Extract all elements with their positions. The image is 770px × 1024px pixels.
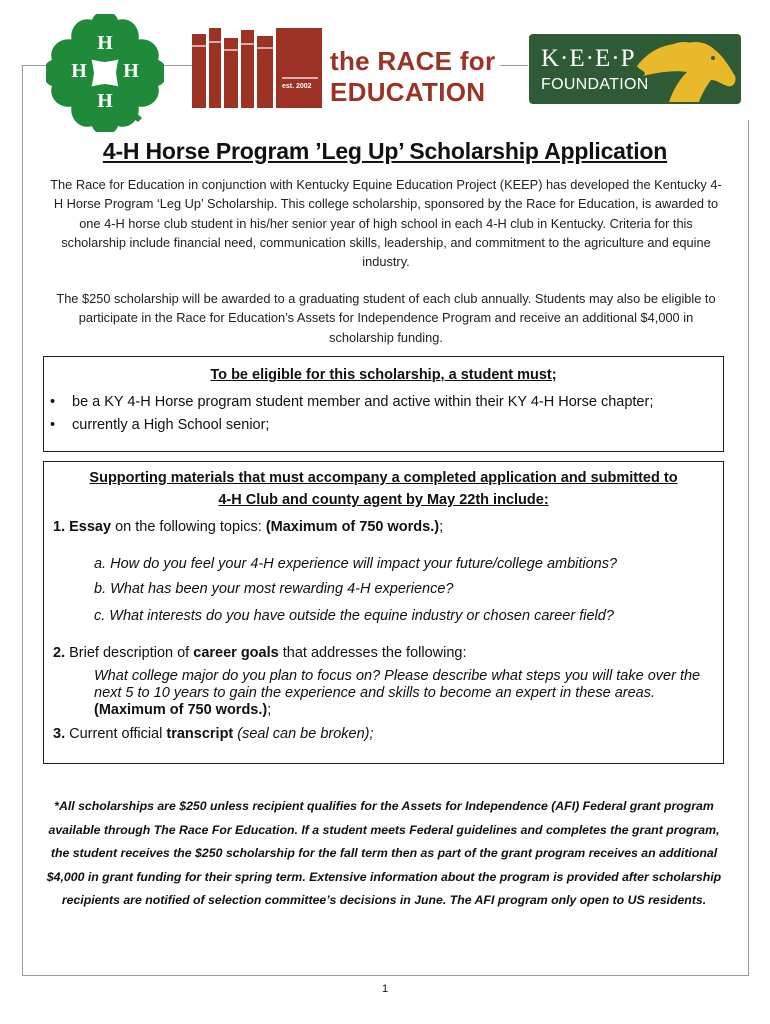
essay-text: on the following topics: bbox=[111, 519, 266, 535]
supporting-materials-box bbox=[43, 461, 724, 764]
scholarship-amount-paragraph: The $250 scholarship will be awarded to a graduating student of each club annually. Students may also be eligible to participate in the Race for Education’s Assets for Independence Program and receive an additional $4,000 in scholarship funding. bbox=[56, 291, 716, 345]
race-logo-text bbox=[330, 46, 495, 108]
four-h-clover-logo bbox=[46, 14, 164, 132]
eligibility-box bbox=[43, 356, 724, 452]
career-prefix: Brief description of bbox=[65, 645, 194, 661]
books-icon bbox=[192, 28, 324, 108]
race-est-label: est. 2002 bbox=[282, 83, 312, 90]
career-end: ; bbox=[267, 702, 272, 718]
essay-topic-a: a. How do you feel your 4-H experience will impact your future/college ambitions? bbox=[94, 556, 618, 572]
career-goals-requirement bbox=[53, 645, 467, 661]
keep-foundation-logo bbox=[529, 34, 741, 104]
race-logo-line2: EDUCATION bbox=[330, 77, 486, 107]
transcript-note: (seal can be broken); bbox=[233, 726, 374, 742]
eligibility-heading: To be eligible for this scholarship, a student must; bbox=[210, 367, 557, 383]
career-label: career goals bbox=[193, 645, 279, 661]
essay-label: Essay bbox=[69, 519, 112, 535]
transcript-label: transcript bbox=[166, 726, 234, 742]
svg-text:H: H bbox=[97, 90, 113, 112]
essay-limit: (Maximum of 750 words.) bbox=[265, 519, 440, 535]
career-goals-description bbox=[94, 668, 714, 719]
eligibility-item: • be a KY 4-H Horse program student member and active within their KY 4-H Horse chapter; bbox=[54, 391, 653, 414]
frame-line-top-mid bbox=[160, 65, 192, 66]
svg-text:H: H bbox=[123, 60, 139, 82]
transcript-number: 3. bbox=[53, 726, 66, 742]
essay-end: ; bbox=[439, 519, 444, 535]
career-limit: (Maximum of 750 words.) bbox=[94, 702, 268, 718]
intro-paragraph: The Race for Education in conjunction with Kentucky Equine Education Project (KEEP) has developed the Kentucky 4-H Horse Program ‘Leg Up’ Scholarship. This college scholarship, sponsored by the Race for Education, is awarded to one 4-H horse club student in his/her senior year of high school in each 4-H club in Kentucky. Criteria for this scholarship include financial need, communication skills, leadership, and commitment to the agriculture and equine industry. bbox=[50, 177, 722, 270]
supporting-heading-line1: Supporting materials that must accompany a completed application and submitted to bbox=[89, 470, 678, 486]
eligibility-item: • currently a High School senior; bbox=[54, 414, 653, 437]
essay-requirement bbox=[53, 519, 443, 535]
keep-logo-subtitle: FOUNDATION bbox=[541, 76, 649, 93]
eligibility-list bbox=[54, 391, 653, 437]
essay-topic-c: c. What interests do you have outside the equine industry or chosen career field? bbox=[94, 608, 614, 624]
frame-line-left bbox=[22, 65, 23, 975]
supporting-heading-line2: 4-H Club and county agent by May 22th include: bbox=[218, 492, 549, 508]
career-number: 2. bbox=[53, 645, 66, 661]
essay-number: 1. bbox=[53, 519, 66, 535]
transcript-prefix: Current official bbox=[65, 726, 167, 742]
frame-line-bottom bbox=[22, 975, 749, 976]
supporting-materials-heading bbox=[44, 467, 723, 511]
frame-line-right bbox=[748, 120, 749, 975]
career-suffix: that addresses the following: bbox=[278, 645, 467, 661]
page-number: 1 bbox=[381, 983, 389, 995]
page-title: 4-H Horse Program ’Leg Up’ Scholarship Application bbox=[102, 138, 668, 164]
transcript-requirement bbox=[53, 726, 374, 742]
frame-line-top-left bbox=[22, 65, 46, 66]
afi-footnote: *All scholarships are $250 unless recipient qualifies for the Assets for Independence (AFI) Federal grant program available through The Race For Education. If a student meets Federal guidelines and completes the grant program, the student receives the $250 scholarship for the fall term then as part of the grant program receives an additional $4,000 in grant funding for their spring term. Extensive information about the program is provided after scholarship recipients are notified of selection committee’s decisions in June. The AFI program only open to US residents. bbox=[46, 799, 722, 908]
race-for-education-logo bbox=[192, 28, 502, 110]
race-logo-line1: the RACE for bbox=[330, 46, 496, 76]
career-body-text: What college major do you plan to focus on? Please describe what steps you will take over the next 5 to 10 years to gain the experience and skills to become an expert in these areas. bbox=[94, 668, 701, 701]
keep-logo-title: K·E·E·P bbox=[541, 45, 636, 72]
frame-line-top-right bbox=[500, 65, 528, 66]
svg-text:H: H bbox=[97, 32, 113, 54]
essay-topic-b: b. What has been your most rewarding 4-H experience? bbox=[94, 581, 454, 597]
svg-text:H: H bbox=[71, 60, 87, 82]
